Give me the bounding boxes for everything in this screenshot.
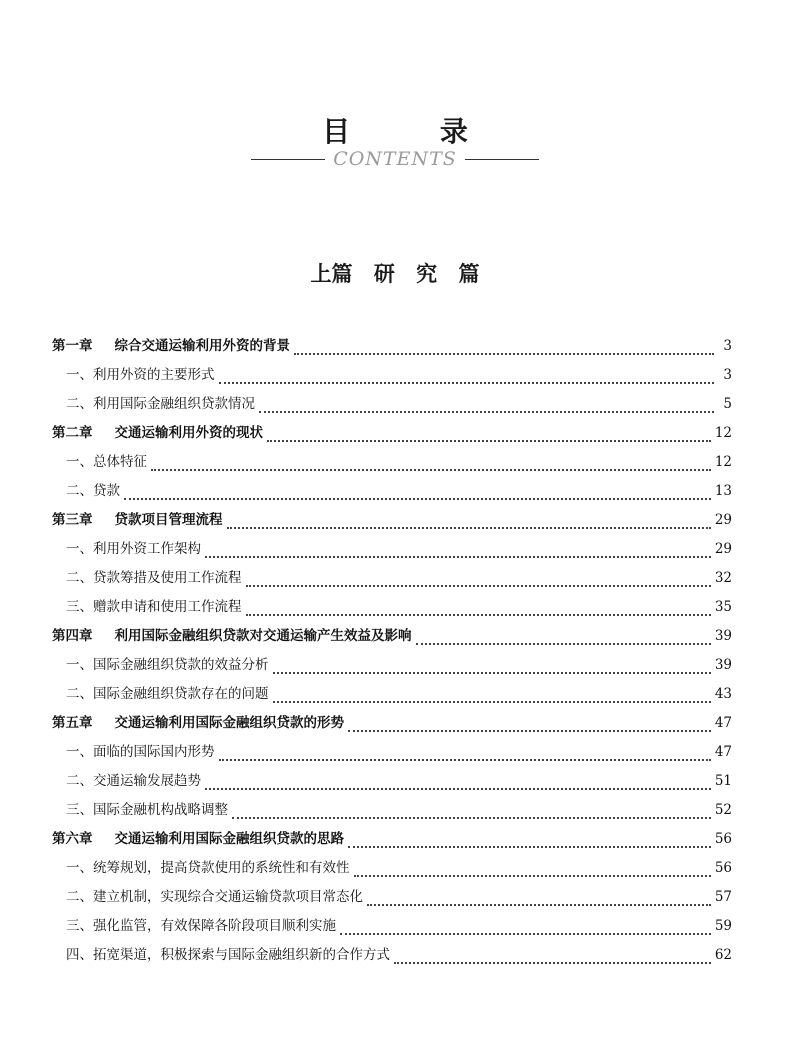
page-number: 57: [714, 889, 732, 905]
toc-section-row[interactable]: [52, 597, 732, 626]
toc-section-row[interactable]: [52, 945, 732, 974]
toc-entry-title: 一、面临的国际国内形势: [66, 744, 215, 760]
toc-entry-label: [66, 394, 255, 414]
page-number: 12: [714, 425, 732, 441]
toc-section-row[interactable]: [52, 365, 732, 394]
toc-section-row[interactable]: [52, 481, 732, 510]
toc-entry-label: [66, 887, 363, 907]
page-number: 35: [714, 599, 732, 615]
page-number: 32: [714, 570, 732, 586]
toc-section-row[interactable]: [52, 655, 732, 684]
page-number: 13: [714, 483, 732, 499]
toc-entry-title: 贷款项目管理流程: [114, 512, 223, 528]
dot-leader: [227, 527, 711, 529]
toc-entry-label: [66, 945, 390, 965]
toc-section-row[interactable]: [52, 916, 732, 945]
page-number: 56: [714, 860, 732, 876]
dot-leader: [394, 962, 711, 964]
chapter-number: 第二章: [52, 425, 93, 441]
page-number: 3: [723, 338, 732, 354]
toc-chapter-row[interactable]: [52, 423, 732, 452]
toc-entry-title: 二、交通运输发展趋势: [66, 773, 201, 789]
chapter-number: 第一章: [52, 338, 93, 354]
page-number: 43: [714, 686, 732, 702]
page-number: 39: [714, 657, 732, 673]
left-rule: [251, 159, 325, 160]
dot-leader: [232, 817, 711, 819]
toc-section-row[interactable]: [52, 742, 732, 771]
dot-leader: [219, 382, 715, 384]
chapter-number: 第五章: [52, 715, 93, 731]
page-number: 47: [714, 744, 732, 760]
toc-entry-label: [66, 539, 201, 559]
toc-section-row[interactable]: [52, 452, 732, 481]
right-rule: [465, 159, 539, 160]
toc-chapter-row[interactable]: [52, 713, 732, 742]
dot-leader: [267, 440, 711, 442]
dot-leader: [367, 904, 711, 906]
dot-leader: [246, 614, 711, 616]
page-number: 5: [723, 396, 732, 412]
toc-entry-title: 三、国际金融机构战略调整: [66, 802, 228, 818]
page-number: 52: [714, 802, 732, 818]
toc-chapter-row[interactable]: [52, 626, 732, 655]
toc-entry-label: [52, 829, 344, 849]
dot-leader: [151, 469, 711, 471]
dot-leader: [124, 498, 711, 500]
toc-entry-title: 二、贷款筹措及使用工作流程: [66, 570, 242, 586]
toc-entry-title: 二、国际金融组织贷款存在的问题: [66, 686, 269, 702]
toc-entry-label: [52, 336, 290, 356]
dot-leader: [348, 846, 711, 848]
page-title: 目 录: [322, 115, 508, 148]
page-number: 12: [714, 454, 732, 470]
toc-entry-title: 交通运输利用国际金融组织贷款的形势: [114, 715, 344, 731]
toc-entry-title: 三、强化监管，有效保障各阶段项目顺利实施: [66, 918, 336, 934]
toc-section-row[interactable]: [52, 568, 732, 597]
page-number: 29: [714, 541, 732, 557]
toc-entry-title: 一、总体特征: [66, 454, 147, 470]
dot-leader: [354, 875, 711, 877]
dot-leader: [205, 556, 711, 558]
toc-entry-title: 一、统筹规划，提高贷款使用的系统性和有效性: [66, 860, 350, 876]
toc-section-row[interactable]: [52, 858, 732, 887]
toc-entry-label: [66, 916, 336, 936]
toc-entry-label: [66, 597, 242, 617]
toc-section-row[interactable]: [52, 771, 732, 800]
page-number: 47: [714, 715, 732, 731]
toc-entry-label: [52, 423, 263, 443]
toc-chapter-row[interactable]: [52, 336, 732, 365]
toc-entry-title: 一、国际金融组织贷款的效益分析: [66, 657, 269, 673]
toc-entry-title: 综合交通运输利用外资的背景: [114, 338, 290, 354]
dot-leader: [273, 672, 711, 674]
toc-entry-label: [66, 568, 242, 588]
toc-entry-title: 交通运输利用外资的现状: [114, 425, 263, 441]
toc-entry-label: [52, 626, 412, 646]
toc-entry-title: 一、利用外资的主要形式: [66, 367, 215, 383]
page-number: 39: [714, 628, 732, 644]
toc-entry-label: [66, 655, 269, 675]
dot-leader: [348, 730, 711, 732]
page-number: 59: [714, 918, 732, 934]
dot-leader: [205, 788, 711, 790]
contents-header: [0, 148, 790, 170]
page-number: 3: [723, 367, 732, 383]
toc-section-row[interactable]: [52, 394, 732, 423]
toc-entry-label: [66, 858, 350, 878]
toc-entry-title: 二、贷款: [66, 483, 120, 499]
toc-entry-label: [66, 800, 228, 820]
page-number: 56: [714, 831, 732, 847]
toc-section-row[interactable]: [52, 800, 732, 829]
toc-chapter-row[interactable]: [52, 510, 732, 539]
dot-leader: [294, 353, 714, 355]
toc-entry-label: [66, 684, 269, 704]
toc-entry-title: 一、利用外资工作架构: [66, 541, 201, 557]
dot-leader: [273, 701, 711, 703]
toc-entry-title: 二、利用国际金融组织贷款情况: [66, 396, 255, 412]
toc-entry-label: [52, 510, 223, 530]
toc-section-row[interactable]: [52, 684, 732, 713]
chapter-number: 第六章: [52, 831, 93, 847]
page-number: 62: [714, 947, 732, 963]
toc-entry-title: 二、建立机制，实现综合交通运输贷款项目常态化: [66, 889, 363, 905]
dot-leader: [219, 759, 711, 761]
dot-leader: [259, 411, 714, 413]
toc-entry-label: [66, 481, 120, 501]
page-number: 29: [714, 512, 732, 528]
page-number: 51: [714, 773, 732, 789]
dot-leader: [340, 933, 711, 935]
toc-entry-label: [66, 771, 201, 791]
toc-chapter-row[interactable]: [52, 829, 732, 858]
toc-section-row[interactable]: [52, 539, 732, 568]
chapter-number: 第四章: [52, 628, 93, 644]
part-title: 上篇 研 究 篇: [310, 261, 480, 286]
toc-entry-title: 三、赠款申请和使用工作流程: [66, 599, 242, 615]
toc-entry-title: 利用国际金融组织贷款对交通运输产生效益及影响: [114, 628, 412, 644]
chapter-number: 第三章: [52, 512, 93, 528]
toc-entry-label: [66, 365, 215, 385]
toc-section-row[interactable]: [52, 887, 732, 916]
contents-word: CONTENTS: [333, 148, 457, 170]
toc-list: [52, 336, 732, 974]
toc-entry-label: [66, 452, 147, 472]
toc-entry-label: [52, 713, 344, 733]
dot-leader: [246, 585, 711, 587]
toc-entry-title: 交通运输利用国际金融组织贷款的思路: [114, 831, 344, 847]
toc-entry-label: [66, 742, 215, 762]
dot-leader: [416, 643, 711, 645]
toc-entry-title: 四、拓宽渠道，积极探索与国际金融组织新的合作方式: [66, 947, 390, 963]
